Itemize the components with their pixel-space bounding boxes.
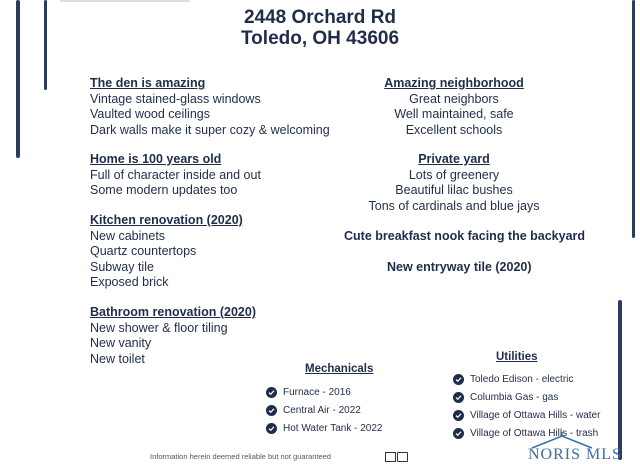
feature-block-age	[90, 152, 261, 199]
feature-entryway-tile: New entryway tile (2020)	[387, 260, 532, 274]
utilities-item	[453, 374, 573, 385]
feature-block-yard	[334, 152, 574, 214]
mechanicals-item	[266, 387, 351, 398]
block-heading: Amazing neighborhood	[384, 76, 524, 90]
block-line: New shower & floor tiling	[90, 320, 228, 335]
mechanicals-item-label: Furnace - 2016	[283, 387, 351, 398]
block-line: Tons of cardinals and blue jays	[368, 198, 540, 213]
block-heading: The den is amazing	[90, 76, 206, 90]
address-line2: Toledo, OH 43606	[240, 28, 400, 49]
mechanicals-item	[266, 405, 361, 416]
block-line: Quartz countertops	[90, 244, 197, 258]
check-circle-icon	[453, 392, 464, 403]
block-line: New vanity	[90, 336, 152, 350]
utilities-title: Utilities	[496, 351, 538, 363]
check-circle-icon	[266, 423, 277, 434]
block-heading: Home is 100 years old	[90, 152, 222, 166]
block-line: Exposed brick	[90, 275, 169, 289]
mechanicals-item-label: Hot Water Tank - 2022	[283, 423, 383, 434]
top-accent-line	[60, 0, 190, 2]
block-line: Dark walls make it super cozy & welcoming	[90, 122, 330, 137]
block-line: Some modern updates too	[90, 183, 238, 197]
mechanicals-title: Mechanicals	[305, 363, 374, 375]
feature-block-kitchen	[90, 213, 243, 291]
block-heading: Kitchen renovation (2020)	[90, 213, 243, 227]
block-line: Well maintained, safe	[394, 107, 514, 121]
utilities-item-label: Village of Ottawa Hills - water	[470, 410, 601, 421]
feature-block-bathroom	[90, 305, 256, 367]
block-line: Excellent schools	[405, 122, 503, 137]
check-circle-icon	[453, 410, 464, 421]
utilities-item	[453, 410, 600, 421]
utilities-item-label: Toledo Edison - electric	[470, 374, 574, 385]
disclaimer-text: Information herein deemed reliable but not guaranteed	[150, 452, 331, 461]
block-line: Full of character inside and out	[90, 167, 261, 182]
equal-housing-icon	[397, 452, 408, 462]
check-circle-icon	[266, 387, 277, 398]
check-circle-icon	[453, 428, 464, 439]
address-line1: 2448 Orchard Rd	[243, 7, 397, 28]
mechanicals-item	[266, 423, 383, 434]
block-line: Lots of greenery	[408, 167, 500, 182]
utilities-item-label: Columbia Gas - gas	[470, 392, 559, 403]
feature-breakfast-nook: Cute breakfast nook facing the backyard	[344, 229, 586, 243]
mls-logo-text: NORIS MLS	[528, 446, 622, 463]
block-heading: Bathroom renovation (2020)	[90, 305, 257, 319]
block-line: Vintage stained-glass windows	[90, 91, 261, 106]
check-circle-icon	[453, 374, 464, 385]
block-line: New cabinets	[90, 228, 166, 243]
feature-block-den	[90, 76, 330, 138]
realtor-icon	[385, 452, 396, 462]
block-line: Great neighbors	[409, 91, 499, 106]
block-line: Subway tile	[90, 259, 154, 274]
block-line: Beautiful lilac bushes	[395, 183, 513, 197]
feature-block-neighborhood	[354, 76, 554, 138]
block-line: New toilet	[90, 351, 145, 366]
utilities-item	[453, 392, 558, 403]
utilities-item-label: Village of Ottawa Hills - trash	[470, 428, 599, 439]
block-line: Vaulted wood ceilings	[90, 107, 210, 121]
block-heading: Private yard	[418, 152, 490, 166]
mechanicals-item-label: Central Air - 2022	[283, 405, 361, 416]
check-circle-icon	[266, 405, 277, 416]
